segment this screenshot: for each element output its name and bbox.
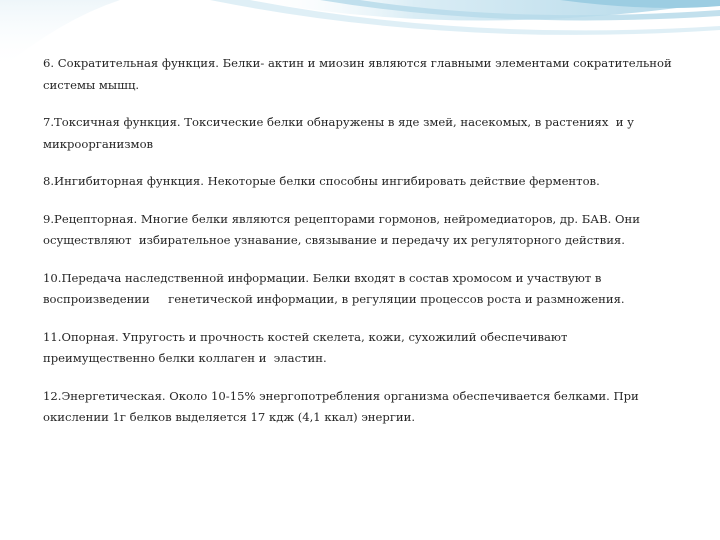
- paragraph-toxic: 7.Токсичная функция. Токсические белки обнаружены в яде змей, насекомых, в растениях и у микроорганизмов: [43, 115, 638, 151]
- paragraph-energy: 12.Энергетическая. Около 10-15% энергопотребления организма обеспечивается белками. При окислении 1г белков выделяется 17 кдж (4,1 ккал) энергии.: [43, 388, 643, 424]
- document-body: [43, 53, 676, 429]
- paragraph-contractile: 6. Сократительная функция. Белки- актин и миозин являются главными элементами сократительной системы мышц.: [43, 56, 676, 92]
- paragraph-receptor: 9.Рецепторная. Многие белки являются рецепторами гормонов, нейромедиаторов, др. БАВ. Они осуществляют избирательное узнавание, связывание и передачу их регуляторного действия.: [43, 211, 644, 247]
- paragraph-inhibitory: 8.Ингибиторная функция. Некоторые белки способны ингибировать действие ферментов.: [43, 174, 600, 188]
- paragraph-heredity: 10.Передача наследственной информации. Белки входят в состав хромосом и участвуют в воспроизведении генетической информации, в регуляции процессов роста и размножения.: [43, 270, 625, 306]
- paragraph-support: 11.Опорная. Упругость и прочность костей скелета, кожи, сухожилий обеспечивают преимущественно белки коллаген и эластин.: [43, 329, 572, 365]
